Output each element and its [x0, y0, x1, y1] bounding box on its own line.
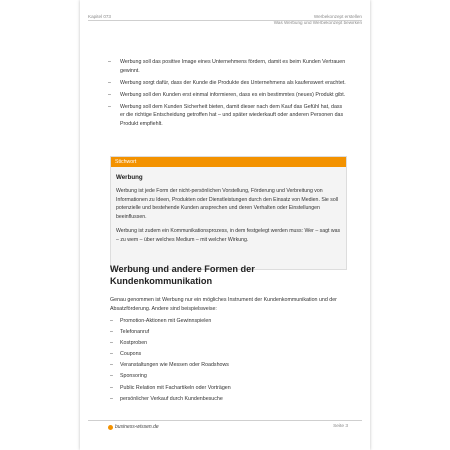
box-paragraph: Werbung ist zudem ein Kommunikationsprozess, in dem festgelegt werden muss: Wer – sagt was – zu wem – über welches Medium – mit welcher Wirkung.: [116, 228, 341, 243]
definition-box: [110, 156, 347, 270]
list-item-text: Coupons: [120, 351, 142, 358]
list-item: – Telefonanruf: [110, 329, 150, 336]
section-intro: Genau genommen ist Werbung nur ein mögliches Instrument der Kundenkommunikation und der Absatzförderung. Andere sind beispielsweise:: [110, 297, 337, 312]
logo-text: business-wissen.de: [115, 424, 159, 430]
header-title-line2: Was Werbung und Werbekonzept bewirken: [273, 20, 362, 25]
list-item: – Werbung soll das positive Image eines Unternehmens fördern, damit es beim Kunden Vertrauen gewinnt.: [108, 59, 346, 74]
list-item: – Werbung sorgt dafür, dass der Kunde die Produkte des Unternehmens als kaufenswert erachtet.: [108, 79, 346, 86]
list-item-text: Werbung soll dem Kunden Sicherheit bieten, damit dieser nach dem Kauf das Gefühl hat, dass er die richtige Entscheidung getroffen hat – und später wiederkauft oder anderen Personen das Produkt empfiehlt.: [120, 103, 344, 127]
list-item-text: Public Relation mit Fachartikeln oder Vorträgen: [120, 384, 231, 391]
header-chapter: Kapitel 073: [88, 14, 111, 19]
section-heading: Werbung und andere Formen der Kundenkommunikation: [110, 264, 255, 286]
list-item-text: Werbung sorgt dafür, dass der Kunde die Produkte des Unternehmens als kaufenswert erachtet.: [120, 79, 346, 86]
list-item: – Sponsoring: [110, 373, 147, 380]
list-item: – persönlicher Verkauf durch Kundenbesuche: [110, 395, 223, 402]
list-item: – Promotion-Aktionen mit Gewinnspielen: [110, 318, 212, 324]
benefit-bullet-list: [108, 58, 348, 132]
list-item-text: Werbung soll das positive Image eines Unternehmens fördern, damit es beim Kunden Vertrauen gewinnt.: [120, 59, 346, 74]
list-item: – Werbung soll dem Kunden Sicherheit bieten, damit dieser nach dem Kauf das Gefühl hat, dass er die richtige Entscheidung getroffen hat – und später wiederkauft oder anderen Personen das Produkt empfiehlt.: [108, 103, 344, 127]
list-item: – Public Relation mit Fachartikeln oder Vorträgen: [110, 384, 231, 391]
page-number: Seite 3: [333, 424, 348, 429]
logo-dot-icon: [108, 425, 113, 430]
list-item-text: Promotion-Aktionen mit Gewinnspielen: [120, 318, 212, 324]
list-item: – Coupons: [110, 351, 142, 358]
list-item-text: Sponsoring: [120, 373, 147, 380]
list-item-text: persönlicher Verkauf durch Kundenbesuche: [120, 395, 223, 402]
box-paragraph: Werbung ist jede Form der nicht-persönlichen Vorstellung, Förderung und Verbreitung von Informationen zu Ideen, Produkten oder Dienstleistungen durch den Einsatz von Medien. Sie soll potenzielle und bestehende Kunden ansprechen und deren Verhalten oder Einstellungen beeinflussen.: [116, 188, 339, 220]
list-item-text: Veranstaltungen wie Messen oder Roadshows: [120, 362, 229, 369]
footer-divider: [88, 420, 362, 421]
list-item-text: Kostproben: [120, 340, 148, 347]
list-item-text: Werbung soll den Kunden erst einmal informieren, dass es ein bestimmtes (neues) Produkt gibt.: [120, 91, 346, 98]
box-title: Werbung: [116, 174, 143, 181]
brand-logo[interactable]: [108, 424, 159, 430]
header-title-line1: Werbekonzept erstellen: [313, 14, 362, 19]
list-item-text: Telefonanruf: [120, 329, 150, 336]
list-item: – Veranstaltungen wie Messen oder Roadshows: [110, 362, 229, 369]
instrument-list: [110, 317, 350, 406]
header-divider: [88, 20, 362, 21]
list-item: – Kostproben: [110, 340, 148, 347]
document-page: [80, 0, 370, 450]
list-item: – Werbung soll den Kunden erst einmal informieren, dass es ein bestimmtes (neues) Produkt gibt.: [108, 91, 346, 98]
box-label-bar: Stichwort: [111, 157, 346, 167]
